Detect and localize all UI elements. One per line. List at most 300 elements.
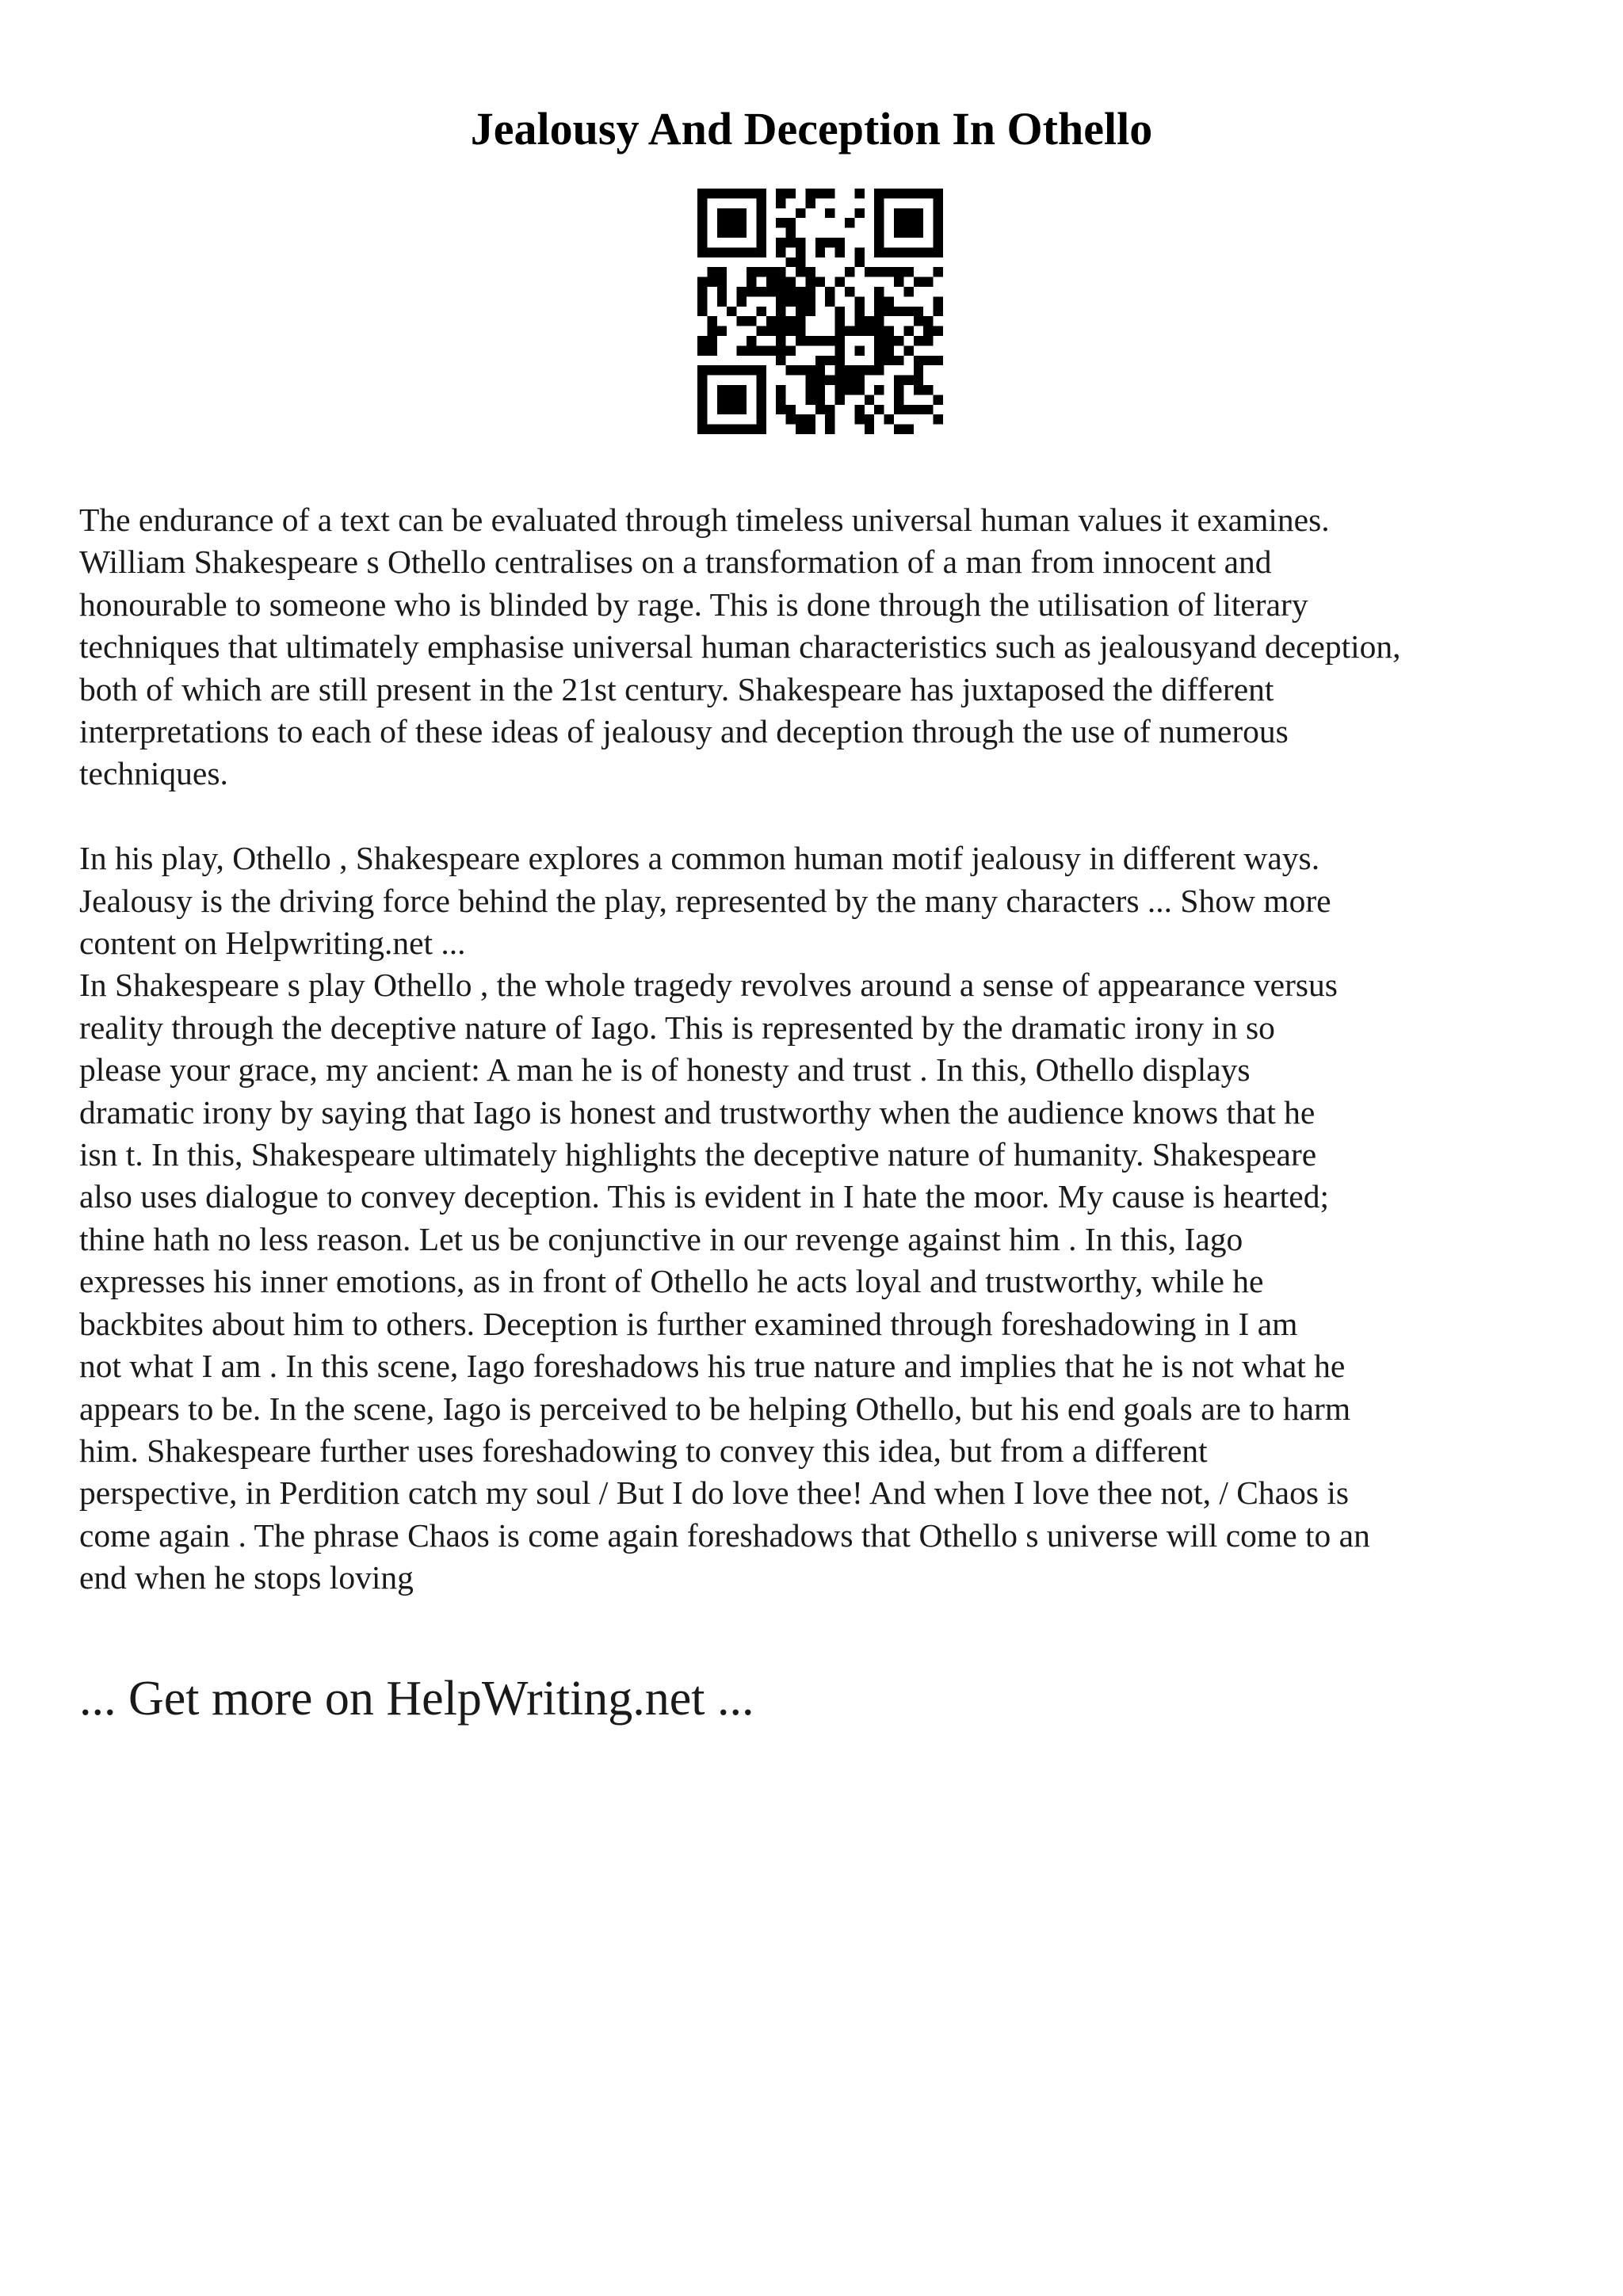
qr-module	[914, 405, 923, 414]
qr-module	[903, 326, 913, 336]
qr-module	[874, 336, 884, 345]
qr-module	[815, 385, 825, 395]
qr-module	[697, 376, 707, 385]
qr-module	[934, 218, 943, 227]
qr-module	[835, 365, 845, 375]
qr-module	[934, 356, 943, 365]
qr-module	[835, 247, 845, 257]
qr-module	[874, 307, 884, 316]
qr-module	[894, 277, 903, 287]
qr-module	[756, 425, 766, 434]
qr-module	[894, 385, 903, 395]
qr-module	[756, 345, 766, 355]
qr-module	[737, 208, 747, 218]
qr-module	[865, 316, 874, 326]
qr-module	[766, 267, 776, 277]
qr-module	[854, 316, 864, 326]
qr-module	[874, 365, 884, 375]
qr-module	[776, 405, 785, 414]
qr-module	[796, 425, 805, 434]
qr-module	[923, 356, 933, 365]
qr-module	[874, 316, 884, 326]
qr-code-icon	[697, 189, 943, 434]
qr-module	[815, 395, 825, 404]
qr-module	[894, 376, 903, 385]
qr-module	[727, 385, 736, 395]
qr-module	[697, 218, 707, 227]
qr-module	[884, 326, 894, 336]
paragraph-jealousy: In his play, Othello , Shakespeare explores a common human motif jealousy in different ways. Jealousy is the driving force behind the play, represented by the many characters ... Show more content on Helpwriting.net ...	[79, 840, 1331, 962]
qr-module	[845, 326, 854, 336]
qr-module	[884, 345, 894, 355]
qr-module	[805, 189, 815, 198]
qr-module	[776, 307, 785, 316]
qr-module	[697, 405, 707, 414]
qr-module	[805, 395, 815, 404]
get-more-link[interactable]: ... Get more on HelpWriting.net ...	[79, 1672, 754, 1726]
qr-module	[786, 345, 796, 355]
qr-module	[707, 189, 716, 198]
qr-module	[697, 198, 707, 208]
qr-module	[903, 287, 913, 296]
qr-module	[903, 218, 913, 227]
qr-module	[697, 238, 707, 247]
qr-module	[697, 336, 707, 345]
qr-module	[934, 208, 943, 218]
qr-module	[894, 395, 903, 404]
qr-module	[737, 189, 747, 198]
qr-module	[727, 228, 736, 238]
qr-module	[737, 247, 747, 257]
qr-module	[934, 395, 943, 404]
qr-module	[796, 247, 805, 257]
qr-module	[884, 414, 894, 424]
qr-module	[796, 296, 805, 306]
qr-module	[903, 345, 913, 355]
qr-module	[717, 228, 727, 238]
qr-module	[737, 385, 747, 395]
paragraph-spacer	[79, 795, 1569, 837]
qr-module	[747, 287, 756, 296]
qr-module	[717, 247, 727, 257]
qr-module	[776, 238, 785, 247]
qr-module	[776, 247, 785, 257]
qr-module	[835, 376, 845, 385]
qr-module	[884, 336, 894, 345]
qr-module	[903, 208, 913, 218]
qr-module	[717, 267, 727, 277]
qr-module	[756, 247, 766, 257]
qr-module	[914, 247, 923, 257]
qr-module	[894, 267, 903, 277]
qr-module	[835, 345, 845, 355]
qr-module	[805, 277, 815, 287]
qr-module	[923, 189, 933, 198]
qr-module	[796, 287, 805, 296]
qr-module	[697, 247, 707, 257]
qr-module	[914, 228, 923, 238]
qr-module	[845, 365, 854, 375]
qr-module	[884, 296, 894, 306]
qr-module	[786, 316, 796, 326]
qr-module	[786, 405, 796, 414]
qr-module	[766, 326, 776, 336]
qr-module	[727, 365, 736, 375]
qr-module	[805, 267, 815, 277]
qr-module	[717, 405, 727, 414]
qr-module	[903, 425, 913, 434]
qr-module	[854, 189, 864, 198]
qr-module	[845, 385, 854, 395]
qr-module	[737, 345, 747, 355]
qr-module	[894, 356, 903, 365]
qr-module	[756, 228, 766, 238]
qr-module	[697, 277, 707, 287]
qr-module	[707, 425, 716, 434]
qr-module	[717, 395, 727, 404]
qr-module	[717, 218, 727, 227]
qr-module	[923, 336, 933, 345]
qr-module	[903, 376, 913, 385]
qr-module	[835, 238, 845, 247]
qr-module	[737, 287, 747, 296]
qr-module	[903, 307, 913, 316]
qr-module	[854, 414, 864, 424]
qr-module	[727, 189, 736, 198]
qr-module	[747, 189, 756, 198]
qr-module	[786, 238, 796, 247]
qr-module	[854, 326, 864, 336]
qr-module	[776, 296, 785, 306]
qr-module	[845, 267, 854, 277]
qr-module	[934, 307, 943, 316]
qr-module	[727, 218, 736, 227]
qr-module	[815, 405, 825, 414]
qr-module	[756, 218, 766, 227]
qr-module	[874, 267, 884, 277]
qr-module	[825, 189, 834, 198]
qr-module	[815, 336, 825, 345]
qr-module	[756, 307, 766, 316]
qr-module	[914, 356, 923, 365]
qr-module	[756, 326, 766, 336]
qr-module	[805, 287, 815, 296]
qr-module	[865, 414, 874, 424]
qr-module	[796, 316, 805, 326]
qr-module	[727, 307, 736, 316]
qr-module	[737, 228, 747, 238]
qr-module	[747, 336, 756, 345]
qr-module	[796, 414, 805, 424]
qr-module	[776, 316, 785, 326]
qr-module	[766, 345, 776, 355]
qr-module	[717, 425, 727, 434]
qr-module	[707, 277, 716, 287]
qr-module	[727, 425, 736, 434]
qr-module	[756, 365, 766, 375]
qr-module	[756, 385, 766, 395]
qr-module	[786, 189, 796, 198]
qr-module	[805, 198, 815, 208]
qr-module	[874, 287, 884, 296]
qr-module	[796, 336, 805, 345]
qr-module	[815, 277, 825, 287]
qr-module	[796, 365, 805, 375]
qr-module	[865, 267, 874, 277]
qr-module	[805, 296, 815, 306]
qr-module	[766, 316, 776, 326]
qr-module	[756, 198, 766, 208]
qr-module	[894, 218, 903, 227]
qr-module	[884, 247, 894, 257]
qr-module	[835, 307, 845, 316]
qr-module	[854, 345, 864, 355]
qr-module	[923, 385, 933, 395]
qr-module	[854, 405, 864, 414]
qr-module	[717, 208, 727, 218]
qr-module	[815, 238, 825, 247]
qr-module	[903, 267, 913, 277]
qr-module	[854, 307, 864, 316]
qr-module	[874, 238, 884, 247]
qr-module	[776, 395, 785, 404]
qr-module	[786, 414, 796, 424]
qr-module	[727, 395, 736, 404]
qr-module	[747, 277, 756, 287]
qr-module	[727, 208, 736, 218]
qr-module	[697, 414, 707, 424]
qr-module	[874, 228, 884, 238]
qr-module	[894, 228, 903, 238]
qr-module	[786, 277, 796, 287]
qr-module	[727, 247, 736, 257]
qr-module	[825, 356, 834, 365]
qr-module	[835, 336, 845, 345]
qr-module	[786, 287, 796, 296]
qr-module	[934, 267, 943, 277]
qr-module	[717, 365, 727, 375]
qr-module	[796, 257, 805, 267]
qr-module	[786, 257, 796, 267]
qr-module	[874, 405, 884, 414]
qr-module	[776, 336, 785, 345]
qr-module	[717, 287, 727, 296]
qr-module	[825, 287, 834, 296]
qr-module	[776, 385, 785, 395]
qr-module	[697, 296, 707, 306]
qr-module	[697, 365, 707, 375]
qr-module	[934, 198, 943, 208]
qr-module	[884, 189, 894, 198]
qr-module	[845, 287, 854, 296]
qr-module	[894, 208, 903, 218]
qr-module	[934, 189, 943, 198]
qr-module	[825, 208, 834, 218]
qr-module	[756, 405, 766, 414]
qr-module	[776, 345, 785, 355]
qr-module	[717, 326, 727, 336]
qr-module	[825, 296, 834, 306]
qr-module	[747, 247, 756, 257]
qr-module	[923, 405, 933, 414]
qr-module	[776, 277, 785, 287]
qr-module	[707, 316, 716, 326]
qr-module	[707, 247, 716, 257]
qr-module	[747, 267, 756, 277]
qr-module	[825, 414, 834, 424]
qr-module	[697, 395, 707, 404]
qr-module	[835, 395, 845, 404]
qr-module	[825, 376, 834, 385]
qr-module	[865, 365, 874, 375]
qr-module	[805, 307, 815, 316]
qr-module	[914, 365, 923, 375]
qr-module	[727, 405, 736, 414]
qr-module	[707, 267, 716, 277]
paragraph-intro: The endurance of a text can be evaluated through timeless universal human values it examines. William Shakespeare s Othello centralises on a transformation of a man from innocent and honourable to someone who is blinded by rage. This is done through the utilisation of literary techniques that ultimately emphasise universal human characteristics such as jealousyand deception, both of which are still present in the 21st century. Shakespeare has juxtaposed the different interpretations to each of these ideas of jealousy and deception through the use of numerous techniques.	[79, 502, 1401, 792]
qr-module	[884, 267, 894, 277]
qr-module	[865, 326, 874, 336]
qr-module	[903, 405, 913, 414]
qr-module	[717, 385, 727, 395]
qr-module	[697, 385, 707, 395]
qr-module	[815, 376, 825, 385]
qr-module	[854, 247, 864, 257]
qr-module	[737, 395, 747, 404]
qr-module	[756, 414, 766, 424]
qr-module	[737, 296, 747, 306]
qr-module	[835, 316, 845, 326]
qr-module	[796, 238, 805, 247]
qr-module	[934, 296, 943, 306]
qr-module	[786, 365, 796, 375]
qr-module	[747, 345, 756, 355]
document-title: Jealousy And Deception In Othello	[470, 103, 1153, 154]
qr-module	[914, 208, 923, 218]
qr-module	[756, 189, 766, 198]
qr-module	[934, 238, 943, 247]
qr-module	[756, 208, 766, 218]
qr-module	[914, 385, 923, 395]
qr-module	[923, 277, 933, 287]
qr-module	[914, 218, 923, 227]
qr-module	[737, 405, 747, 414]
qr-module	[756, 287, 766, 296]
qr-module	[747, 316, 756, 326]
qr-module	[766, 287, 776, 296]
qr-module	[854, 257, 864, 267]
qr-module	[934, 326, 943, 336]
qr-module	[796, 208, 805, 218]
qr-module	[815, 189, 825, 198]
qr-module	[874, 326, 884, 336]
qr-module	[796, 267, 805, 277]
qr-module	[884, 356, 894, 365]
qr-module	[845, 376, 854, 385]
qr-module	[894, 307, 903, 316]
qr-module	[717, 189, 727, 198]
qr-module	[825, 336, 834, 345]
qr-module	[914, 376, 923, 385]
qr-module	[835, 277, 845, 287]
qr-module	[865, 395, 874, 404]
qr-module	[737, 425, 747, 434]
qr-module	[786, 296, 796, 306]
qr-module	[825, 425, 834, 434]
qr-module	[903, 228, 913, 238]
qr-module	[874, 345, 884, 355]
qr-module	[776, 198, 785, 208]
qr-module	[737, 218, 747, 227]
qr-module	[835, 326, 845, 336]
qr-module	[894, 247, 903, 257]
qr-module	[894, 425, 903, 434]
qr-module	[865, 425, 874, 434]
qr-module	[805, 365, 815, 375]
qr-module	[835, 385, 845, 395]
qr-module	[697, 345, 707, 355]
qr-module	[707, 326, 716, 336]
qr-module	[815, 356, 825, 365]
qr-module	[923, 326, 933, 336]
qr-module	[934, 228, 943, 238]
qr-module	[697, 425, 707, 434]
qr-module	[874, 218, 884, 227]
qr-module	[796, 307, 805, 316]
qr-module	[894, 405, 903, 414]
qr-module	[747, 425, 756, 434]
qr-module	[717, 296, 727, 306]
qr-module	[854, 385, 864, 395]
qr-module	[805, 336, 815, 345]
qr-module	[796, 326, 805, 336]
qr-module	[934, 414, 943, 424]
qr-module	[934, 247, 943, 257]
document-body	[79, 499, 1569, 1600]
qr-module	[776, 189, 785, 198]
qr-module	[707, 336, 716, 345]
qr-module	[874, 189, 884, 198]
qr-module	[805, 376, 815, 385]
qr-module	[697, 189, 707, 198]
qr-module	[874, 208, 884, 218]
qr-module	[776, 287, 785, 296]
qr-module	[747, 365, 756, 375]
paragraph-deception: In Shakespeare s play Othello , the whole tragedy revolves around a sense of appearance versus reality through the deceptive nature of Iago. This is represented by the dramatic irony in so please your grace, my ancient: A man he is of honesty and trust . In this, Othello displays dramatic irony by saying that Iago is honest and trustworthy when the audience knows that he isn t. In this, Shakespeare ultimately highlights the deceptive nature of humanity. Shakespeare also uses dialogue to convey deception. This is evident in I hate the moor. My cause is hearted; thine hath no less reason. Let us be conjunctive in our revenge against him . In this, Iago expresses his inner emotions, as in front of Othello he acts loyal and trustworthy, while he backbites about him to others. Deception is further examined through foreshadowing in I am not what I am . In this scene, Iago foreshadows his true nature and implies that he is not what he appears to be. In the scene, Iago is perceived to be helping Othello, but his end goals are to harm him. Shakespeare further uses foreshadowing to convey this idea, but from a different perspective, in Perdition catch my soul / But I do love thee! And when I love thee not, / Chaos is come again . The phrase Chaos is come again foreshadows that Othello s universe will come to an end when he stops loving	[79, 967, 1370, 1596]
qr-module	[815, 365, 825, 375]
qr-module	[697, 307, 707, 316]
qr-module	[854, 365, 864, 375]
qr-module	[903, 247, 913, 257]
qr-module	[776, 218, 785, 227]
qr-module	[825, 238, 834, 247]
qr-module	[776, 326, 785, 336]
qr-module	[874, 247, 884, 257]
qr-module	[786, 228, 796, 238]
qr-module	[756, 395, 766, 404]
qr-module	[914, 189, 923, 198]
qr-module	[756, 376, 766, 385]
qr-module	[874, 385, 884, 395]
qr-module	[903, 189, 913, 198]
qr-module	[894, 189, 903, 198]
qr-module	[845, 218, 854, 227]
qr-module	[756, 238, 766, 247]
qr-module	[786, 326, 796, 336]
qr-module	[786, 218, 796, 227]
qr-module	[914, 336, 923, 345]
qr-module	[914, 307, 923, 316]
